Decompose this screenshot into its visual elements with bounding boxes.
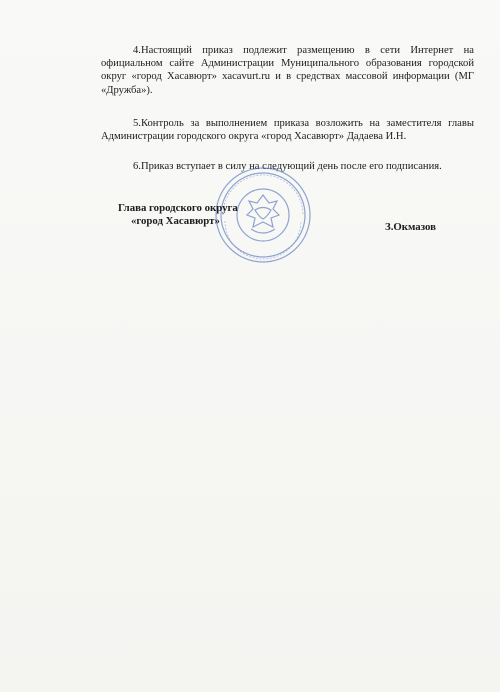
paragraph-4-text: 4.Настоящий приказ подлежит размещению в сети Интернет на официальном сайте Администрации Муниципального образования городской округ «город Хасавюрт» xacavurt.ru и в средствах массовой информации (МГ «Дружба»). <box>101 45 474 96</box>
paragraph-5-text: 5.Контроль за выполнением приказа возложить на заместителя главы Администрации городского округа «город Хасавюрт» Дадаева И.Н. <box>101 118 474 143</box>
paragraph-4 <box>101 44 474 97</box>
paragraph-5 <box>101 117 474 143</box>
signatory-title-line1: Глава городского округа <box>118 202 238 214</box>
paragraph-6-text: 6.Приказ вступает в силу на следующий день после его подписания. <box>133 161 442 172</box>
signatory-name: З.Окмазов <box>385 221 436 233</box>
signatory-title-line2: «город Хасавюрт» <box>131 215 220 227</box>
official-seal-icon <box>213 165 313 265</box>
